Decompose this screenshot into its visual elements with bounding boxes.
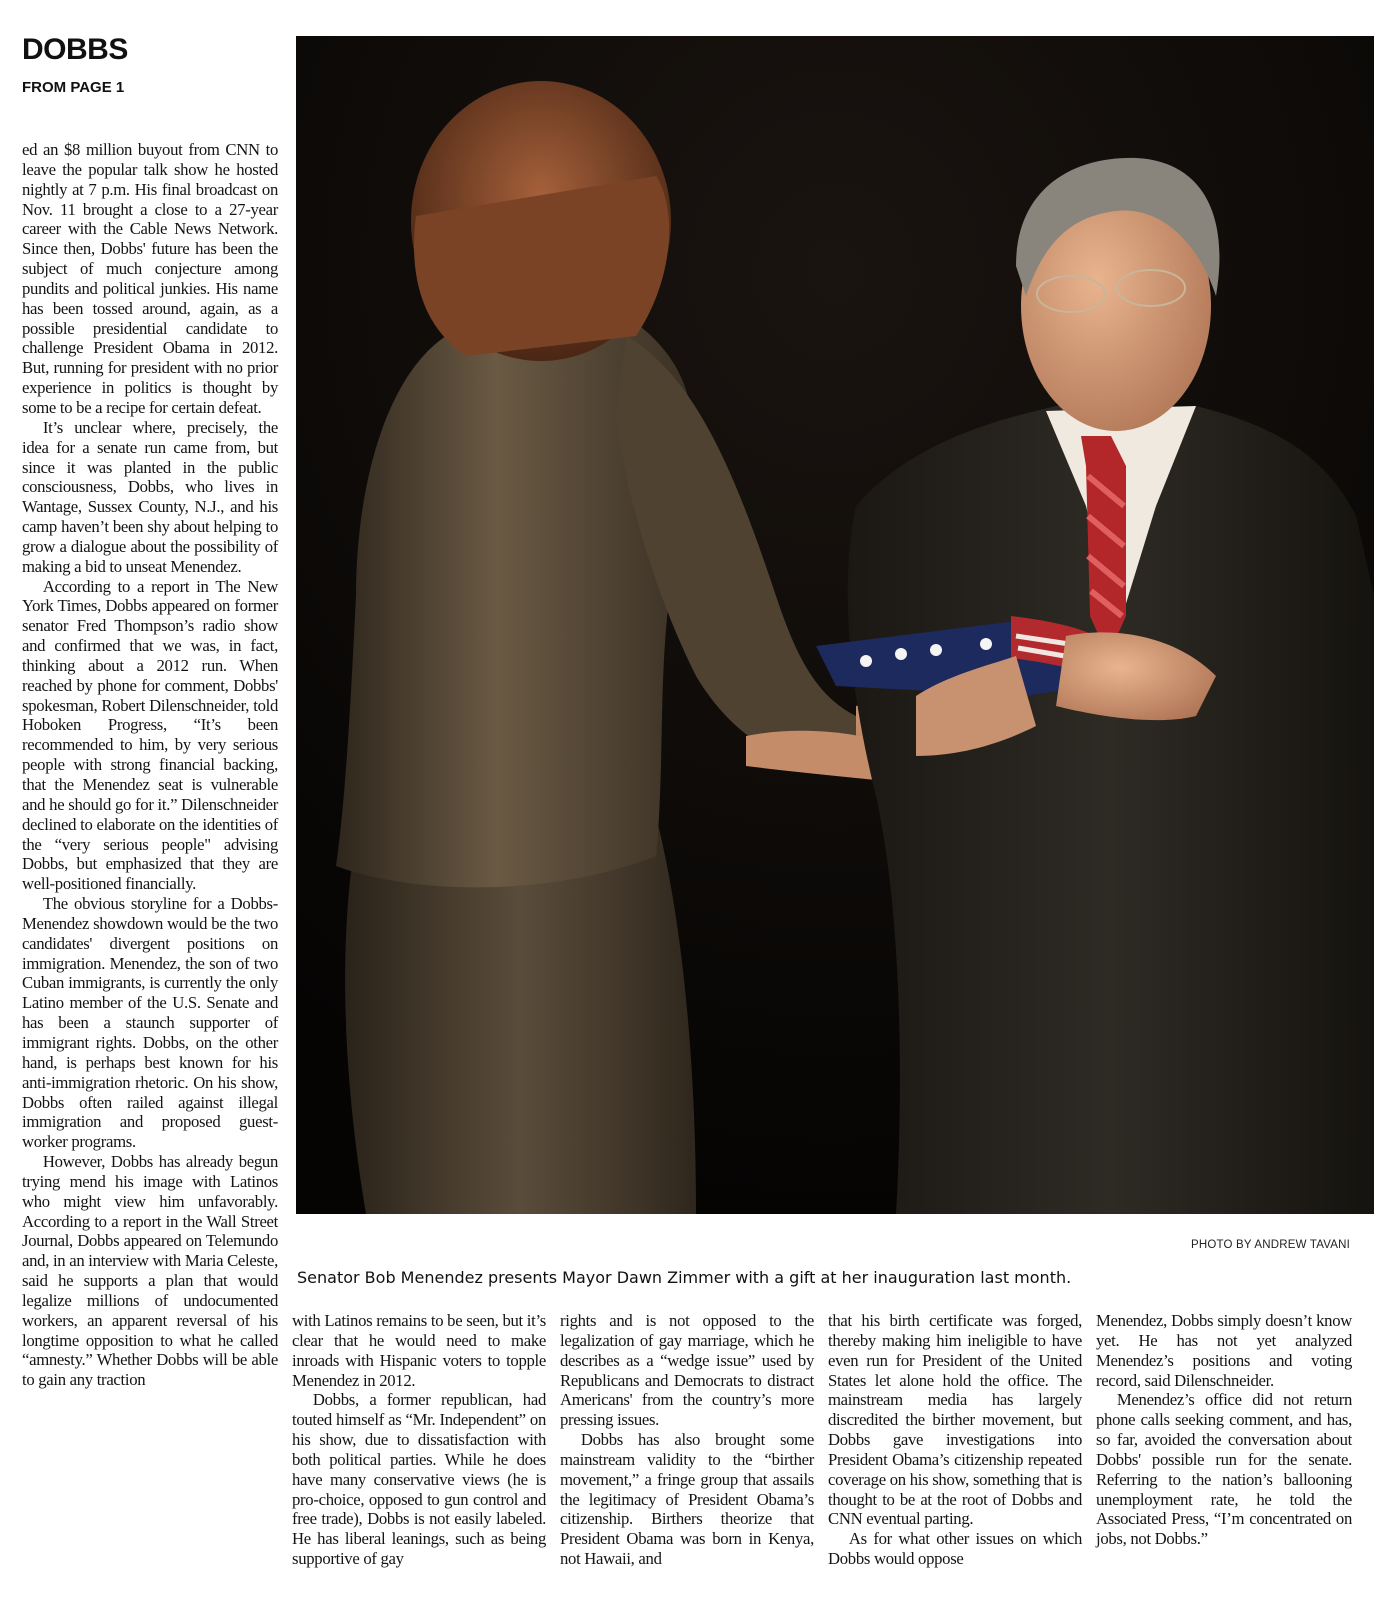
article-paragraph: with Latinos remains to be seen, but it’s clear that he would need to make inroads with Hispanic voters to topple Menendez in 2012.: [292, 1311, 546, 1390]
article-paragraph: that his birth certificate was forged, thereby making him ineligible to have even run for President of the United States let alone hold the office. The mainstream media has largely discredited the birther movement, but Dobbs gave investigations into President Obama’s citizenship repeated coverage on his show, something that is thought to be at the root of Dobbs and CNN eventual parting.: [828, 1311, 1082, 1529]
article-column-2: [292, 1311, 546, 1569]
article-paragraph: Dobbs, a former republican, had touted himself as “Mr. Independent” on his show, due to dissatisfaction with both political parties. While he does have many conservative views (he is pro-choice, opposed to gun control and free trade), Dobbs is not easily labeled. He has liberal leanings, such as being supportive of gay: [292, 1390, 546, 1569]
photo-illustration: [296, 36, 1374, 1214]
article-column-4: [828, 1311, 1082, 1569]
article-paragraph: Menendez’s office did not return phone calls seeking comment, and has, so far, avoided the conversation about Dobbs' possible run for the senate. Referring to the nation’s ballooning unemployment rate, he told the Associated Press, “I’m concentrated on jobs, not Dobbs.”: [1096, 1390, 1352, 1549]
article-paragraph: According to a report in The New York Times, Dobbs appeared on former senator Fred Thompson’s radio show and confirmed that we was, in fact, thinking about a 2012 run. When reached by phone for comment, Dobbs' spokesman, Robert Dilenschneider, told Hoboken Progress, “It’s been recommended to him, by very serious people with strong financial backing, that the Menendez seat is vulnerable and he should go for it.” Dilenschneider declined to elaborate on the identities of the “very serious people" advising Dobbs, but emphasized that they are well-positioned financially.: [22, 576, 278, 894]
photo-credit: PHOTO BY ANDREW TAVANI: [1190, 1239, 1350, 1251]
article-column-1: [22, 140, 278, 1390]
article-paragraph: However, Dobbs has already begun trying mend his image with Latinos who might view him unfavorably. According to a report in the Wall Street Journal, Dobbs appeared on Telemundo and, in an interview with Maria Celeste, said he supports a plan that would legalize millions of undocumented workers, an apparent reversal of his longtime opposition to what he called “amnesty.” Whether Dobbs will be able to gain any traction: [22, 1152, 278, 1390]
article-paragraph: As for what other issues on which Dobbs would oppose: [828, 1529, 1082, 1569]
article-paragraph: Menendez, Dobbs simply doesn’t know yet. He has not yet analyzed Menendez’s positions and voting record, said Dilenschneider.: [1096, 1311, 1352, 1390]
story-kicker: DOBBS: [22, 33, 128, 66]
article-paragraph: The obvious storyline for a Dobbs-Menendez showdown would be the two candidates' divergent positions on immigration. Menendez, the son of two Cuban immigrants, is currently the only Latino member of the U.S. Senate and has been a staunch supporter of immigrant rights. Dobbs, on the other hand, is perhaps best known for his anti-immigration rhetoric. On his show, Dobbs often railed against illegal immigration and proposed guest-worker programs.: [22, 894, 278, 1152]
article-paragraph: rights and is not opposed to the legalization of gay marriage, which he describes as a “wedge issue” used by Republicans and Democrats to distract Americans' from the country’s more pressing issues.: [560, 1311, 814, 1430]
news-photo: [296, 36, 1374, 1214]
article-column-5: [1096, 1311, 1352, 1549]
article-paragraph: It’s unclear where, precisely, the idea for a senate run came from, but since it was planted in the public consciousness, Dobbs, who lives in Wantage, Sussex County, N.J., and his camp haven’t been shy about helping to grow a dialogue about the possibility of making a bid to unseat Menendez.: [22, 417, 278, 576]
photo-caption: Senator Bob Menendez presents Mayor Dawn Zimmer with a gift at her inauguration last month.: [297, 1268, 1072, 1287]
article-column-3: [560, 1311, 814, 1569]
jump-line: FROM PAGE 1: [22, 79, 125, 96]
article-paragraph: ed an $8 million buyout from CNN to leave the popular talk show he hosted nightly at 7 p.m. His final broadcast on Nov. 11 brought a close to a 27-year career with the Cable News Network. Since then, Dobbs' future has been the subject of much conjecture among pundits and political junkies. His name has been tossed around, again, as a possible presidential candidate to challenge President Obama in 2012. But, running for president with no prior experience in politics is thought by some to be a recipe for certain defeat.: [22, 140, 278, 417]
article-paragraph: Dobbs has also brought some mainstream validity to the “birther movement,” a fringe group that assails the legitimacy of President Obama’s citizenship. Birthers theorize that President Obama was born in Kenya, not Hawaii, and: [560, 1430, 814, 1569]
